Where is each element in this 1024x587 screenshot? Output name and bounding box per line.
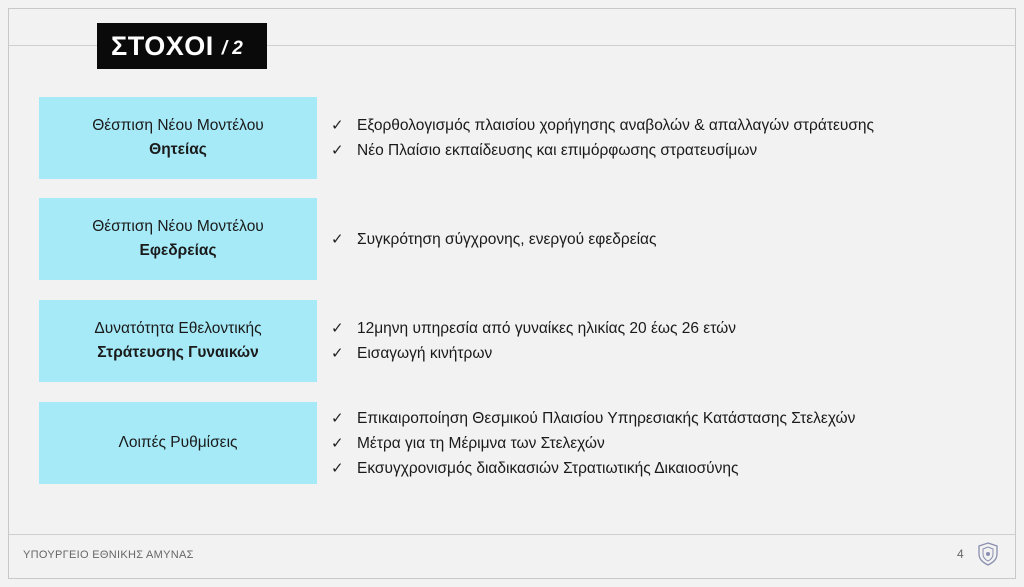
slide-title-page-indicator: / 2 bbox=[221, 38, 243, 59]
check-icon: ✓ bbox=[331, 409, 344, 427]
check-icon: ✓ bbox=[331, 117, 344, 134]
list-item-text: Εκσυγχρονισμός διαδικασιών Στρατιωτικής Δικαιοσύνης bbox=[357, 459, 739, 477]
goal-row bbox=[39, 198, 989, 280]
category-box bbox=[39, 198, 317, 280]
slide-title-box bbox=[97, 23, 267, 69]
ministry-emblem-icon bbox=[977, 542, 999, 566]
list-item-text: Νέο Πλαίσιο εκπαίδευσης και επιμόρφωσης στρατευσίμων bbox=[357, 142, 758, 159]
list-item-text: Επικαιροποίηση Θεσμικού Πλαισίου Υπηρεσιακής Κατάστασης Στελεχών bbox=[357, 409, 856, 427]
goal-items bbox=[331, 402, 855, 484]
goal-row bbox=[39, 402, 989, 484]
footer-divider bbox=[9, 534, 1015, 535]
list-item bbox=[331, 456, 855, 481]
list-item-text: Μέτρα για τη Μέριμνα των Στελεχών bbox=[357, 434, 605, 452]
list-item-text: 12μηνη υπηρεσία από γυναίκες ηλικίας 20 έως 26 ετών bbox=[357, 320, 736, 337]
list-item bbox=[331, 406, 855, 431]
slide-title: ΣΤΟΧΟΙ bbox=[111, 30, 214, 61]
list-item bbox=[331, 316, 736, 341]
list-item bbox=[331, 113, 874, 138]
footer-ministry-name: ΥΠΟΥΡΓΕΙΟ ΕΘΝΙΚΗΣ ΑΜΥΝΑΣ bbox=[23, 549, 194, 561]
category-box bbox=[39, 402, 317, 484]
goal-items bbox=[331, 97, 874, 179]
category-label: Λοιπές Ρυθμίσεις bbox=[118, 434, 238, 451]
check-icon: ✓ bbox=[331, 434, 344, 452]
list-item-text: Συγκρότηση σύγχρονης, ενεργού εφεδρείας bbox=[357, 230, 657, 248]
category-box bbox=[39, 97, 317, 179]
category-label: Θέσπιση Νέου Μοντέλου bbox=[92, 218, 264, 235]
page-number: 4 bbox=[957, 547, 964, 561]
category-label: Δυνατότητα Εθελοντικής bbox=[94, 320, 262, 337]
category-label-bold: Στράτευσης Γυναικών bbox=[97, 344, 259, 361]
category-label-bold: Εφεδρείας bbox=[139, 242, 217, 259]
category-box bbox=[39, 300, 317, 382]
list-item bbox=[331, 341, 736, 366]
category-label: Θέσπιση Νέου Μοντέλου bbox=[92, 117, 264, 134]
goal-row bbox=[39, 97, 989, 179]
goal-items bbox=[331, 198, 656, 280]
goal-items bbox=[331, 300, 736, 382]
check-icon: ✓ bbox=[331, 320, 344, 337]
category-label-bold: Θητείας bbox=[149, 141, 207, 158]
list-item bbox=[331, 138, 874, 163]
check-icon: ✓ bbox=[331, 345, 344, 362]
check-icon: ✓ bbox=[331, 230, 344, 248]
list-item-text: Εισαγωγή κινήτρων bbox=[357, 345, 493, 362]
check-icon: ✓ bbox=[331, 142, 344, 159]
list-item bbox=[331, 227, 656, 252]
check-icon: ✓ bbox=[331, 459, 344, 477]
goal-row bbox=[39, 300, 989, 382]
slide bbox=[8, 8, 1016, 579]
list-item bbox=[331, 431, 855, 456]
list-item-text: Εξορθολογισμός πλαισίου χορήγησης αναβολών & απαλλαγών στράτευσης bbox=[357, 117, 875, 134]
